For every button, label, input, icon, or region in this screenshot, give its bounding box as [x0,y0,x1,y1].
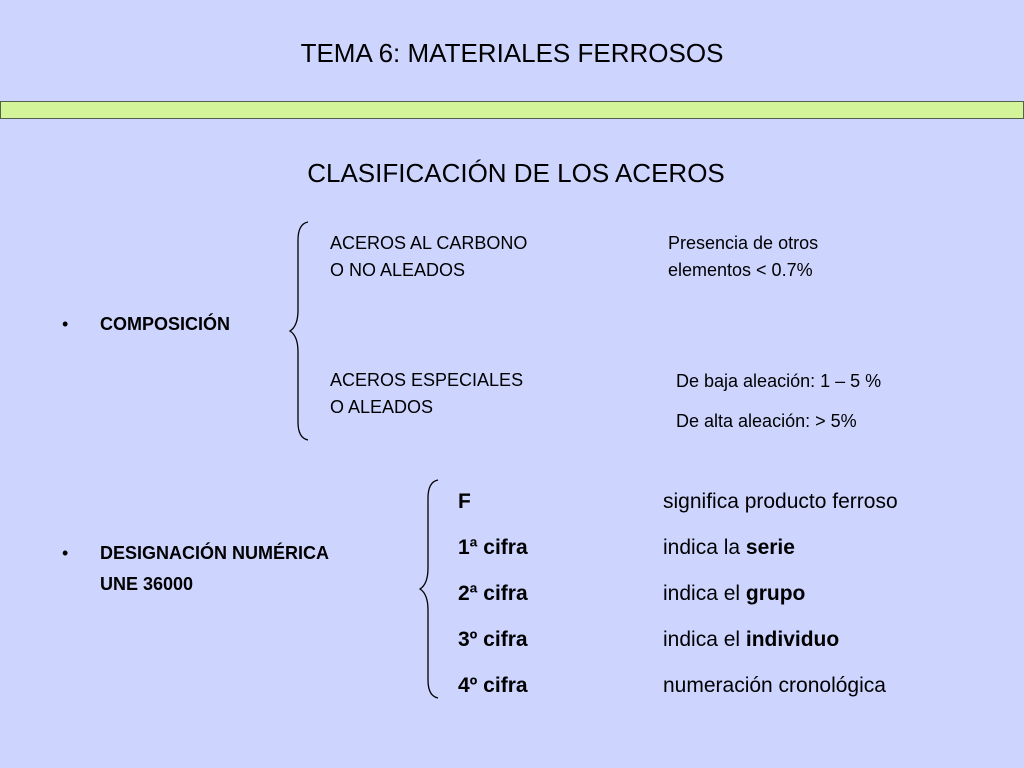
bullet-label-line1: DESIGNACIÓN NUMÉRICA [100,543,330,563]
high-alloy-note: De alta aleación: > 5% [676,411,857,431]
carbon-steel-note-line1: Presencia de otros [668,233,819,253]
meaning-text: numeración cronológica [663,674,886,697]
designation-code: 1ª cifra [458,536,528,559]
meaning-text: indica el [663,628,746,651]
designation-row [458,674,528,698]
meaning-bold: individuo [745,628,840,651]
designation-code: F [458,490,471,513]
special-steel-label-line1: ACEROS ESPECIALES [330,370,524,390]
title-divider-bar [0,101,1024,119]
carbon-steel-note-line2: elementos < 0.7% [668,260,813,280]
designation-meaning [663,674,886,698]
designation-code: 4º cifra [458,674,528,697]
carbon-steel-label-line2: O NO ALEADOS [330,260,466,280]
meaning-bold: grupo [745,582,806,605]
carbon-steel-label-line1: ACEROS AL CARBONO [330,233,528,253]
meaning-text: significa producto ferroso [663,490,898,513]
designation-meaning [663,628,839,652]
special-steel-label-line2: O ALEADOS [330,397,434,417]
composition-brace [288,220,312,442]
low-alloy-note: De baja aleación: 1 – 5 % [676,371,882,391]
designation-meaning [663,536,795,560]
meaning-text: indica el [663,582,746,605]
special-steel-label [330,367,523,421]
bullet-label: COMPOSICIÓN [100,314,231,334]
meaning-text: indica la [663,536,746,559]
bullet-label-line2: UNE 36000 [100,574,194,594]
designation-meaning [663,582,805,606]
carbon-steel-label [330,230,527,284]
designation-meaning [663,490,898,514]
section-title: CLASIFICACIÓN DE LOS ACEROS [307,158,725,188]
carbon-steel-note [668,230,818,284]
bullet-composicion [62,314,231,335]
bullet-designacion [62,543,330,595]
designation-code: 3º cifra [458,628,528,651]
designation-row [458,582,528,606]
bullet-marker: • [62,314,69,334]
designation-code: 2ª cifra [458,582,528,605]
bullet-marker: • [62,543,69,563]
designation-row [458,490,471,514]
designation-brace [418,478,442,700]
slide-title: TEMA 6: MATERIALES FERROSOS [300,38,724,68]
designation-row [458,536,528,560]
meaning-bold: serie [745,536,795,559]
designation-row [458,628,528,652]
